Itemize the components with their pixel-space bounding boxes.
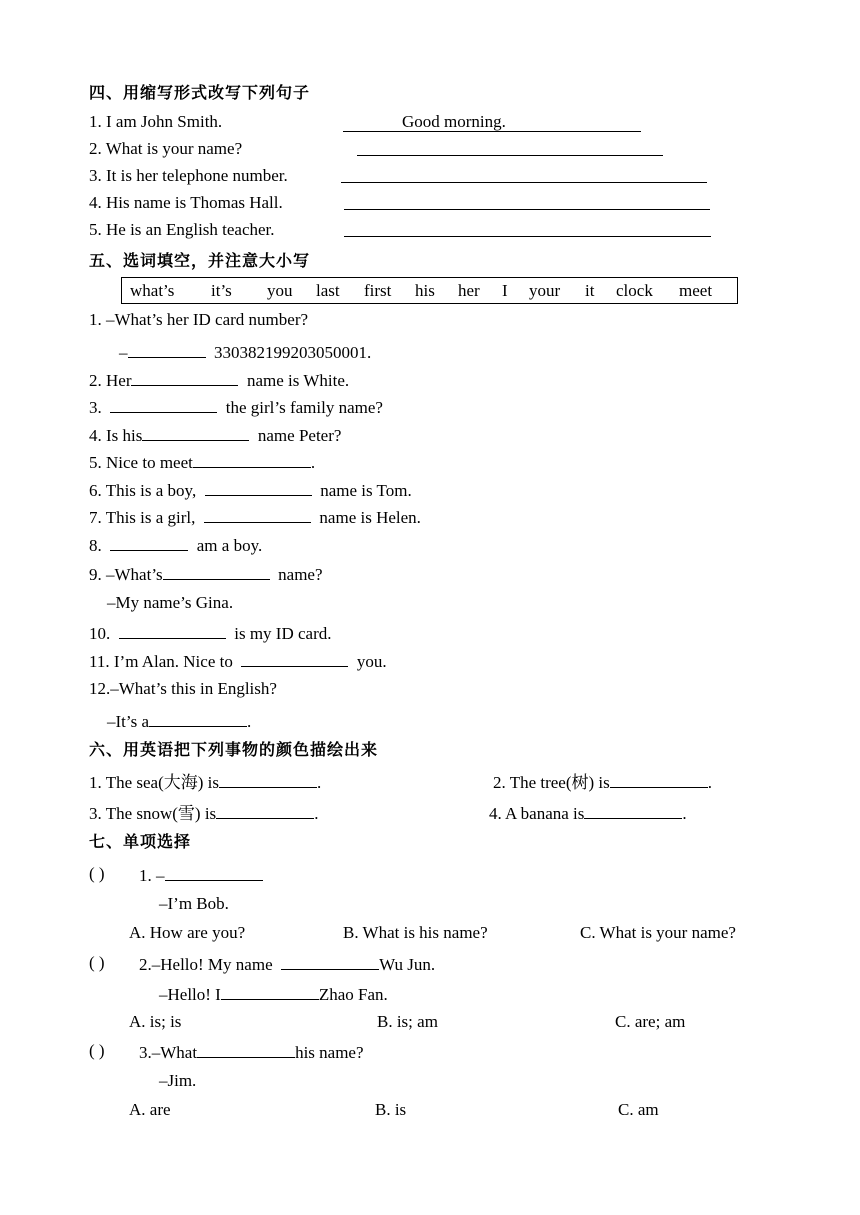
word-bank-item: first xyxy=(364,281,392,300)
s7-q3-paren: ( ) xyxy=(89,1041,105,1060)
blank xyxy=(216,801,314,819)
section-7-heading: 七、单项选择 xyxy=(89,832,192,851)
q-text: 3.–What xyxy=(139,1043,198,1062)
q-text: 2. The tree(树) is xyxy=(493,773,610,792)
s4-answer-line-1 xyxy=(343,111,641,133)
s7-q3-reply: –Jim. xyxy=(159,1071,197,1090)
s6-item-3 xyxy=(89,801,318,825)
s5-q5 xyxy=(89,450,315,474)
q-text: 6. This is a boy, xyxy=(89,481,197,500)
q-text: his name? xyxy=(295,1043,364,1062)
blank xyxy=(221,982,319,1000)
q-text: is my ID card. xyxy=(234,624,332,643)
word-bank-item: it xyxy=(585,281,595,300)
blank xyxy=(128,340,206,358)
s5-q6 xyxy=(89,478,412,502)
q-text: the girl’s family name? xyxy=(225,398,383,417)
q-text: –It’s a xyxy=(107,712,150,731)
blank xyxy=(281,952,379,970)
s4-question-2: 2. What is your name? xyxy=(89,139,243,158)
q-text: 9. –What’s xyxy=(89,565,163,584)
s4-question-1: 1. I am John Smith. xyxy=(89,112,223,131)
s4-answer-1: Good morning. xyxy=(402,112,506,131)
q-text: 3. xyxy=(89,398,102,417)
word-bank-item: clock xyxy=(616,281,653,300)
q-text: 1. – xyxy=(139,866,165,885)
s4-question-4: 4. His name is Thomas Hall. xyxy=(89,193,283,212)
s4-question-3: 3. It is her telephone number. xyxy=(89,166,288,185)
q-text: . xyxy=(707,773,713,792)
s5-q7 xyxy=(89,505,421,529)
q-text: 2. Her xyxy=(89,371,132,390)
word-bank-item: I xyxy=(502,281,508,300)
q-text: 3. The snow(雪) is xyxy=(89,804,217,823)
s7-q1-option-b: B. What is his name? xyxy=(343,923,488,942)
s5-q11 xyxy=(89,649,387,673)
s7-q2-reply xyxy=(159,982,388,1006)
blank xyxy=(219,770,317,788)
s7-q1 xyxy=(139,863,263,887)
s5-q1-text: 1. –What’s her ID card number? xyxy=(89,310,309,329)
blank xyxy=(119,621,226,639)
q-text: Wu Jun. xyxy=(379,955,436,974)
word-bank-item: your xyxy=(529,281,561,300)
s7-q2-option-a: A. is; is xyxy=(129,1012,182,1031)
word-bank-item: her xyxy=(458,281,480,300)
blank xyxy=(584,801,682,819)
q-text: name is Tom. xyxy=(320,481,412,500)
q-text: 10. xyxy=(89,624,111,643)
section-5-heading: 五、选词填空，并注意大小写 xyxy=(89,251,311,270)
s6-item-4 xyxy=(489,801,687,825)
section-4-heading: 四、用缩写形式改写下列句子 xyxy=(89,83,311,102)
q-text: . xyxy=(310,453,316,472)
blank xyxy=(241,649,348,667)
blank xyxy=(610,770,708,788)
blank xyxy=(193,450,311,468)
blank xyxy=(142,423,249,441)
s5-q9-reply: –My name’s Gina. xyxy=(107,593,234,612)
q-text: name is White. xyxy=(246,371,350,390)
s5-q3 xyxy=(89,395,383,419)
s7-q3-option-a: A. are xyxy=(129,1100,171,1119)
q-text: name Peter? xyxy=(257,426,342,445)
s7-q2-option-c: C. are; am xyxy=(615,1012,686,1031)
s5-q9 xyxy=(89,562,323,586)
q-text: 8. xyxy=(89,536,102,555)
s5-q4 xyxy=(89,423,341,447)
word-bank-item: it’s xyxy=(211,281,232,300)
s5-q2 xyxy=(89,368,349,392)
q-text: –Hello! I xyxy=(159,985,221,1004)
q-text: you. xyxy=(356,652,387,671)
q-text: 4. Is his xyxy=(89,426,143,445)
blank xyxy=(204,505,311,523)
s7-q1-option-c: C. What is your name? xyxy=(580,923,736,942)
s7-q1-option-a: A. How are you? xyxy=(129,923,246,942)
blank xyxy=(163,562,270,580)
q-text: name? xyxy=(278,565,323,584)
s4-answer-line-3 xyxy=(341,165,707,189)
s7-q2-paren: ( ) xyxy=(89,953,105,972)
s5-q1-answer-row xyxy=(119,340,371,364)
word-bank-box xyxy=(121,277,738,304)
word-bank-item: his xyxy=(415,281,435,300)
q-text: 5. Nice to meet xyxy=(89,453,193,472)
q-text: am a boy. xyxy=(196,536,263,555)
s5-q12-reply xyxy=(107,709,251,733)
s4-question-5: 5. He is an English teacher. xyxy=(89,220,275,239)
s7-q3-option-b: B. is xyxy=(375,1100,407,1119)
s4-answer-line-4 xyxy=(344,192,710,216)
blank xyxy=(110,395,217,413)
q-text: 1. The sea(大海) is xyxy=(89,773,219,792)
q-text: Zhao Fan. xyxy=(318,985,388,1004)
word-bank-item: last xyxy=(316,281,340,300)
blank xyxy=(149,709,247,727)
s6-item-2 xyxy=(493,770,712,794)
q-text: . xyxy=(247,712,252,731)
dash: – xyxy=(119,343,128,362)
s5-q8 xyxy=(89,533,262,557)
s4-answer-line-5 xyxy=(344,219,711,243)
blank xyxy=(205,478,312,496)
s5-q10 xyxy=(89,621,332,645)
blank xyxy=(165,863,263,881)
q-text: . xyxy=(682,804,687,823)
blank xyxy=(131,368,238,386)
s7-q1-paren: ( ) xyxy=(89,864,105,883)
s7-q2-option-b: B. is; am xyxy=(377,1012,438,1031)
q-text: 2.–Hello! My name xyxy=(139,955,273,974)
s7-q2 xyxy=(139,952,435,976)
s7-q3-option-c: C. am xyxy=(618,1100,659,1119)
q-text: 4. A banana is xyxy=(489,804,585,823)
blank xyxy=(110,533,188,551)
word-bank-item: meet xyxy=(679,281,713,300)
q-text: name is Helen. xyxy=(319,508,421,527)
q-text: . xyxy=(317,773,322,792)
q-text: . xyxy=(314,804,319,823)
word-bank-item: what’s xyxy=(130,281,175,300)
section-6-heading: 六、用英语把下列事物的颜色描绘出来 xyxy=(89,740,379,759)
s4-answer-line-2 xyxy=(357,138,663,162)
blank xyxy=(197,1040,295,1058)
s5-q12: 12.–What’s this in English? xyxy=(89,679,277,698)
s6-item-1 xyxy=(89,770,321,794)
word-bank-item: you xyxy=(267,281,293,300)
q-text: 7. This is a girl, xyxy=(89,508,196,527)
q-text: 11. I’m Alan. Nice to xyxy=(89,652,233,671)
id-number: 330382199203050001. xyxy=(214,343,372,362)
s7-q3 xyxy=(139,1040,364,1064)
s7-q1-reply: –I’m Bob. xyxy=(159,894,229,913)
